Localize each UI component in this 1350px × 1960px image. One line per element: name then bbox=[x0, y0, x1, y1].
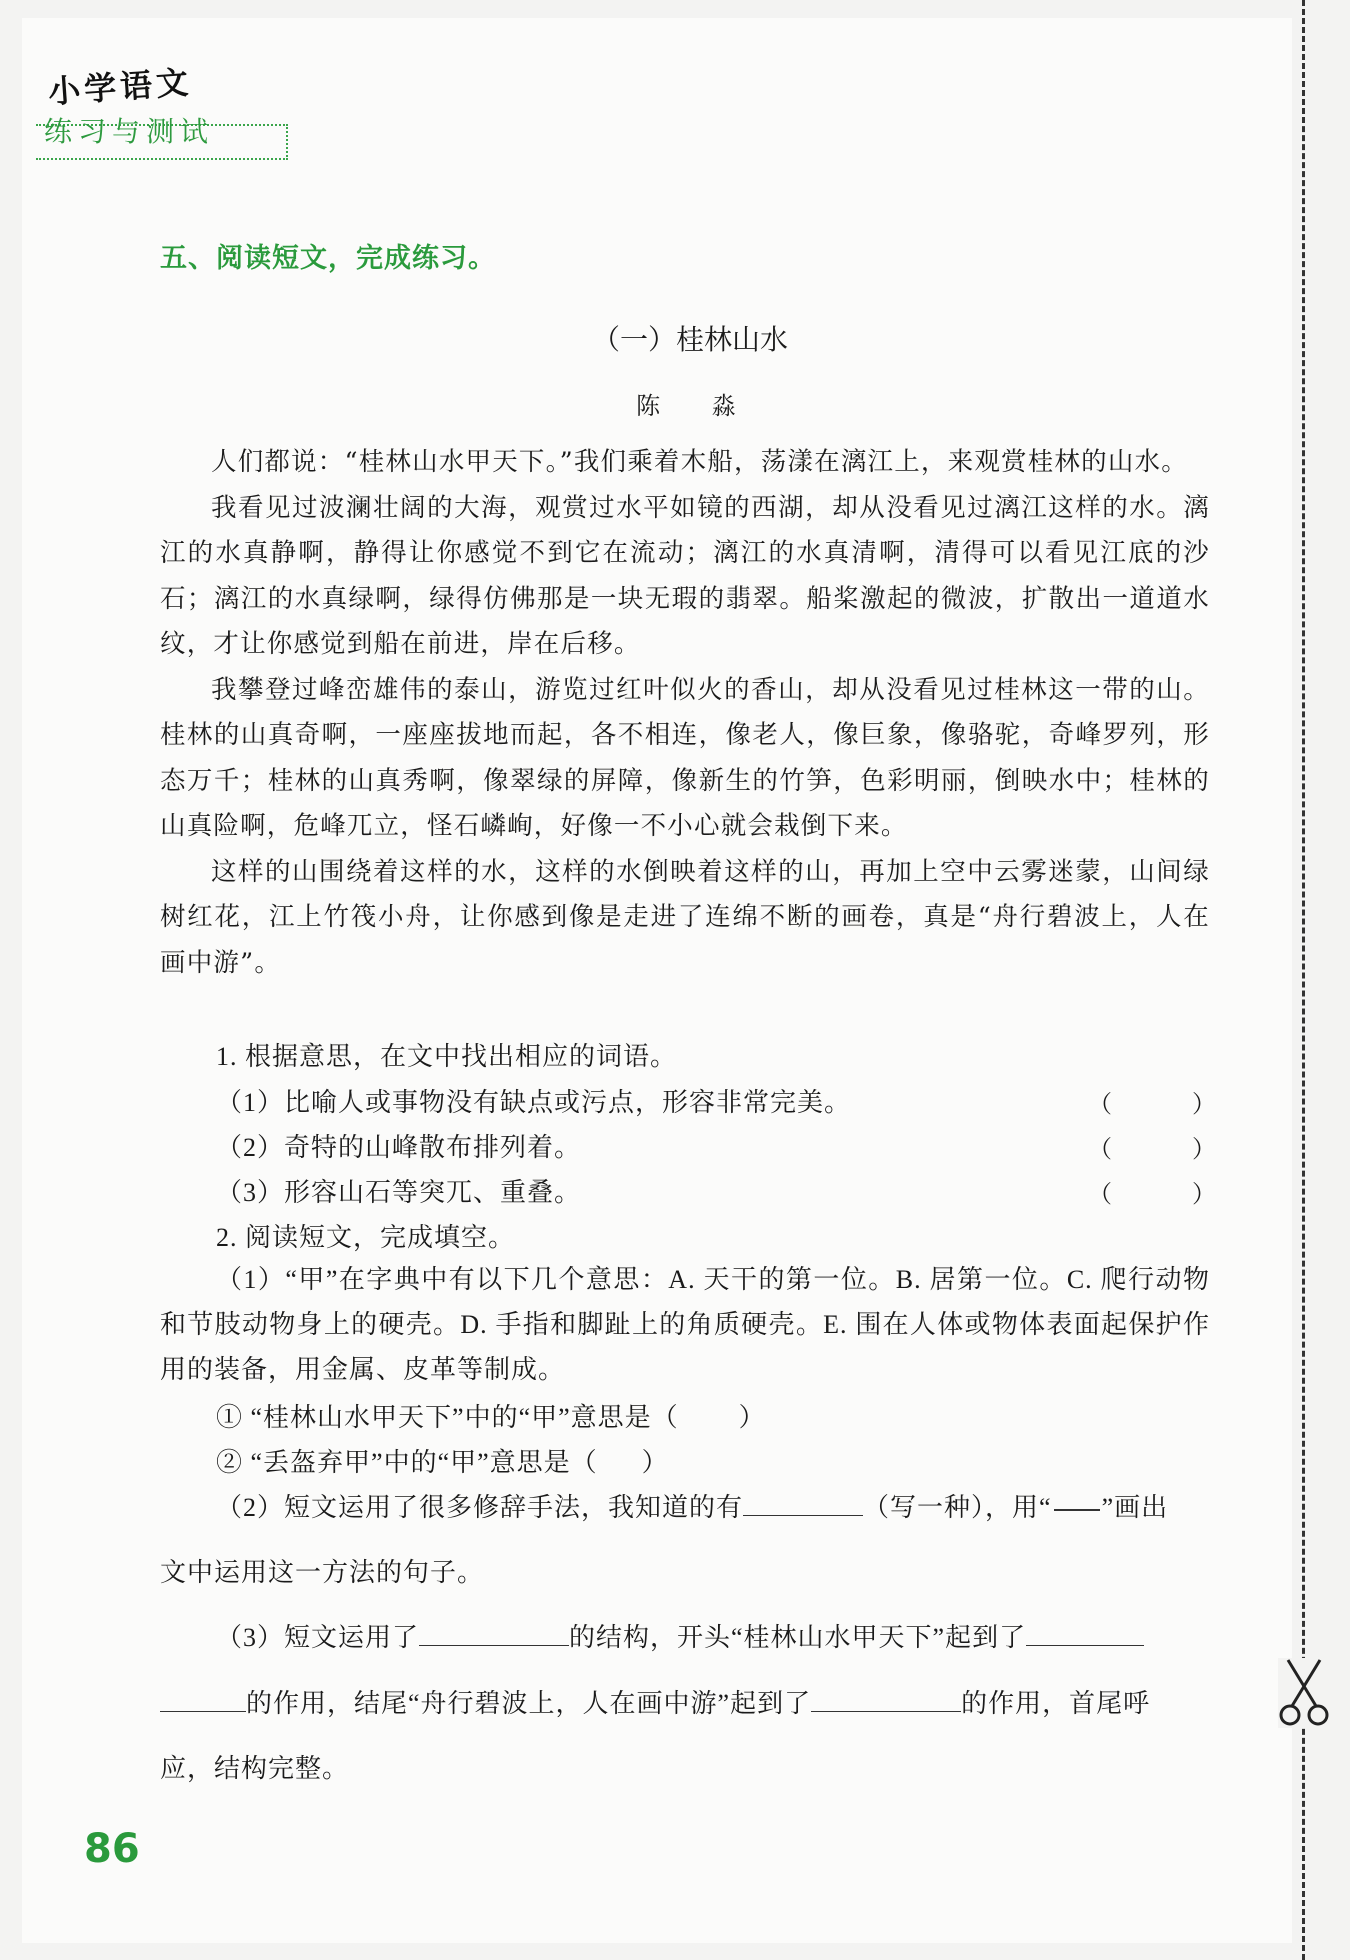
page-number: 86 bbox=[84, 1826, 140, 1872]
answer-blank[interactable] bbox=[811, 1685, 961, 1712]
answer-blank[interactable] bbox=[160, 1685, 246, 1712]
question-1-item bbox=[160, 1082, 1210, 1119]
answer-paren-open[interactable]: （ bbox=[1088, 1180, 1112, 1208]
question-1-item bbox=[160, 1172, 1210, 1209]
answer-paren-close: ） bbox=[1192, 1135, 1216, 1163]
paragraph: 这样的山围绕着这样的水，这样的水倒映着这样的山，再加上空中云雾迷蒙，山间绿树红花，江上竹筏小舟，让你感到像是走进了连绵不断的画卷，真是“舟行碧波上，人在画中游”。 bbox=[160, 856, 1210, 978]
article-author: 陈 淼 bbox=[636, 392, 758, 420]
book-logo-title: 小学语文 bbox=[46, 63, 194, 111]
answer-paren-close: ） bbox=[1192, 1180, 1216, 1208]
article-title: （一）桂林山水 bbox=[591, 323, 788, 356]
answer-paren-close: ） bbox=[1192, 1090, 1216, 1118]
book-logo-subtitle: 练习与测试 bbox=[44, 115, 215, 148]
question-text: （2）短文运用了很多修辞手法，我知道的有 bbox=[216, 1493, 744, 1522]
paragraph: 我看见过波澜壮阔的大海，观赏过水平如镜的西湖，却从没看见过漓江这样的水。漓江的水真静啊，静得让你感觉不到它在流动；漓江的水真清啊，清得可以看见江底的沙石；漓江的水真绿啊，绿得仿佛那是一块无瑕的翡翠。船桨激起的微波，扩散出一道道水纹，才让你感觉到船在前进，岸在后移。 bbox=[160, 492, 1210, 659]
question-2-sub2 bbox=[160, 1487, 1210, 1524]
answer-paren-open[interactable]: （ bbox=[1088, 1090, 1112, 1118]
question-text: ”画出 bbox=[1101, 1493, 1169, 1522]
question-2-title: 2. 阅读短文，完成填空。 bbox=[216, 1223, 516, 1252]
question-2-sub3-end: 应，结构完整。 bbox=[160, 1754, 350, 1783]
question-text: 的作用，结尾“舟行碧波上，人在画中游”起到了 bbox=[246, 1689, 812, 1718]
answer-blank[interactable] bbox=[743, 1489, 863, 1516]
section-title: 五、阅读短文，完成练习。 bbox=[160, 243, 496, 274]
question-2-sub1-text: （1）“甲”在字典中有以下几个意思：A. 天干的第一位。B. 居第一位。C. 爬行动物和节肢动物身上的硬壳。D. 手指和脚趾上的角质硬壳。E. 围在人体或物体表面起保护作用的装备，用金属、皮革等制成。 bbox=[160, 1265, 1210, 1384]
question-2-sub1-a bbox=[160, 1397, 1210, 1434]
answer-blank[interactable] bbox=[679, 1400, 739, 1426]
question-1-title: 1. 根据意思，在文中找出相应的词语。 bbox=[216, 1042, 678, 1071]
question-item-text: （1）比喻人或事物没有缺点或污点，形容非常完美。 bbox=[216, 1088, 852, 1117]
question-text: ① “桂林山水甲天下”中的“甲”意思是（ bbox=[216, 1403, 679, 1432]
question-item-text: （3）形容山石等突兀、重叠。 bbox=[216, 1178, 582, 1207]
answer-blank[interactable] bbox=[419, 1619, 569, 1646]
question-text: ② “丢盔弃甲”中的“甲”意思是（ bbox=[216, 1448, 598, 1477]
question-2-sub1-b bbox=[160, 1442, 1210, 1479]
question-1-item bbox=[160, 1127, 1210, 1164]
question-2-sub2-cont: 文中运用这一方法的句子。 bbox=[160, 1558, 485, 1587]
underline-mark bbox=[1054, 1509, 1100, 1511]
answer-paren-open[interactable]: （ bbox=[1088, 1135, 1112, 1163]
question-text: （写一种），用“ bbox=[863, 1493, 1052, 1522]
scissors-icon bbox=[1278, 1658, 1330, 1728]
question-text: （3）短文运用了 bbox=[216, 1623, 420, 1652]
question-2-sub3-cont bbox=[160, 1683, 1210, 1720]
paragraph: 我攀登过峰峦雄伟的泰山，游览过红叶似火的香山，却从没看见过桂林这一带的山。桂林的山真奇啊，一座座拔地而起，各不相连，像老人，像巨象，像骆驼，奇峰罗列，形态万千；桂林的山真秀啊，像翠绿的屏障，像新生的竹笋，色彩明丽，倒映水中；桂林的山真险啊，危峰兀立，怪石嶙峋，好像一不小心就会栽倒下来。 bbox=[160, 674, 1210, 841]
question-item-text: （2）奇特的山峰散布排列着。 bbox=[216, 1133, 582, 1162]
question-2-sub3 bbox=[160, 1617, 1210, 1654]
paragraph: 人们都说：“桂林山水甲天下。”我们乘着木船，荡漾在漓江上，来观赏桂林的山水。 bbox=[211, 447, 1188, 477]
answer-blank[interactable] bbox=[598, 1445, 642, 1471]
question-text: 的结构，开头“桂林山水甲天下”起到了 bbox=[569, 1623, 1027, 1652]
passage bbox=[160, 440, 1210, 986]
paren-close: ） bbox=[641, 1448, 669, 1477]
question-text: 的作用，首尾呼 bbox=[961, 1689, 1151, 1718]
answer-blank[interactable] bbox=[1026, 1619, 1144, 1646]
paren-close: ） bbox=[738, 1403, 766, 1432]
